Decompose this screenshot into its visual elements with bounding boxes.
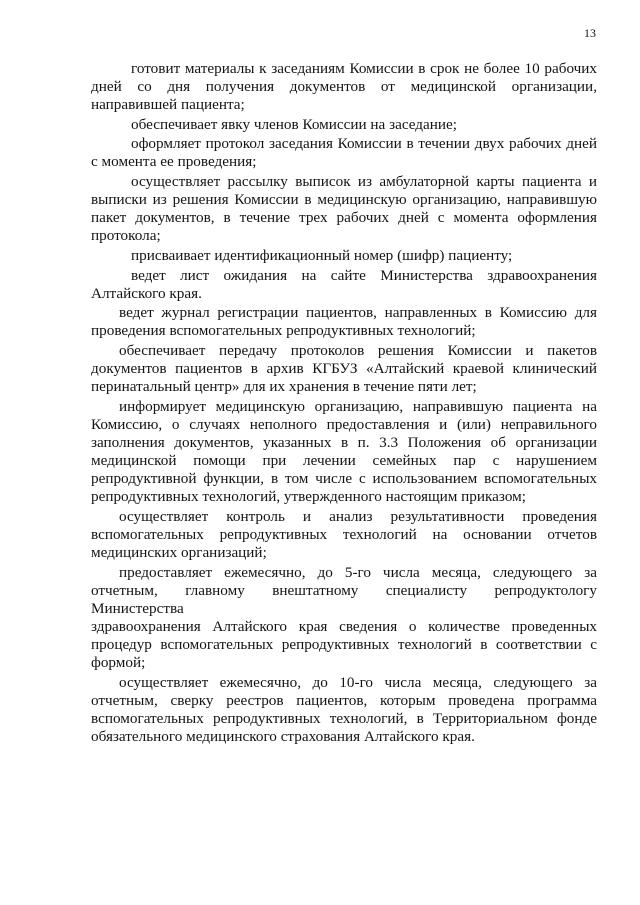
paragraph	[91, 674, 597, 746]
text-line: ведет лист ожидания на сайте Министерства здравоохранения	[131, 266, 597, 284]
text-line: перинатальный центр» для их хранения в течение пяти лет;	[91, 378, 477, 396]
text-line: с момента ее проведения;	[91, 153, 257, 171]
text-line: Комиссию, о случаях неполного предоставления и (или) неправильного	[91, 415, 597, 433]
text-line: протокола;	[91, 227, 161, 245]
text-line: медицинских организаций;	[91, 543, 267, 561]
paragraph	[91, 247, 597, 265]
text-line: готовит материалы к заседаниям Комиссии в срок не более 10 рабочих	[131, 60, 597, 77]
text-line: документов пациентов в архив КГБУЗ «Алтайский краевой клинический	[91, 360, 597, 377]
text-line: информирует медицинскую организацию, направившую пациента на	[119, 397, 597, 415]
text-line: обязательного медицинского страхования Алтайского края.	[91, 727, 475, 745]
text-line: процедур вспомогательных репродуктивных технологий в соответствии с	[91, 635, 597, 653]
text-line: репродуктивных технологий, утвержденного настоящим приказом;	[91, 488, 526, 506]
paragraph	[91, 267, 597, 303]
paragraph	[91, 135, 597, 171]
text-line: формой;	[91, 654, 146, 671]
text-line: вспомогательных репродуктивных технологий на основании отчетов	[91, 525, 597, 543]
text-line: отчетным, главному внештатному специалисту репродуктологу Министерства	[91, 581, 597, 617]
text-line: проведения вспомогательных репродуктивных технологий;	[91, 322, 476, 340]
text-line: обеспечивает передачу протоколов решения Комиссии и пакетов	[119, 341, 597, 359]
text-line: медицинской помощи при лечении семейных пар с нарушением	[91, 451, 597, 469]
paragraph	[91, 398, 597, 507]
text-line: вспомогательных репродуктивных технологий, в Территориальном фонде	[91, 709, 597, 727]
paragraph	[91, 304, 597, 340]
paragraph	[91, 564, 597, 673]
text-line: здравоохранения Алтайского края сведения о количестве проведенных	[91, 617, 597, 635]
text-line: оформляет протокол заседания Комиссии в течении двух рабочих дней	[131, 135, 597, 153]
paragraph	[91, 116, 597, 134]
text-line: пакет документов, в течение трех рабочих дней с момента оформления	[91, 209, 597, 227]
text-line: осуществляет ежемесячно, до 10-го числа месяца, следующего за	[119, 673, 597, 691]
paragraph	[91, 508, 597, 562]
text-line: Алтайского края.	[91, 284, 202, 302]
text-line: предоставляет ежемесячно, до 5-го числа месяца, следующего за	[119, 563, 597, 581]
page-number: 13	[584, 26, 596, 40]
text-line: обеспечивает явку членов Комиссии на заседание;	[131, 115, 457, 133]
paragraph	[91, 342, 597, 396]
document-body	[91, 60, 597, 746]
text-line: ведет журнал регистрации пациентов, направленных в Комиссию для	[119, 304, 597, 322]
text-line: присваивает идентификационный номер (шифр) пациенту;	[131, 246, 513, 264]
text-line: заполнения документов, указанных в п. 3.3 Положения об организации	[91, 433, 597, 451]
text-line: отчетным, сверку реестров пациентов, которым проведена программа	[91, 691, 597, 709]
text-line: осуществляет рассылку выписок из амбулаторной карты пациента и	[131, 173, 597, 191]
text-line: репродуктивной функции, в том числе с использованием вспомогательных	[91, 470, 597, 488]
text-line: осуществляет контроль и анализ результативности проведения	[119, 507, 597, 525]
text-line: дней со дня получения документов от медицинской организации,	[91, 78, 597, 96]
paragraph	[91, 60, 597, 114]
paragraph	[91, 173, 597, 245]
text-line: выписки из решения Комиссии в медицинскую организацию, направившую	[91, 191, 597, 209]
text-line: направившей пациента;	[91, 96, 245, 114]
